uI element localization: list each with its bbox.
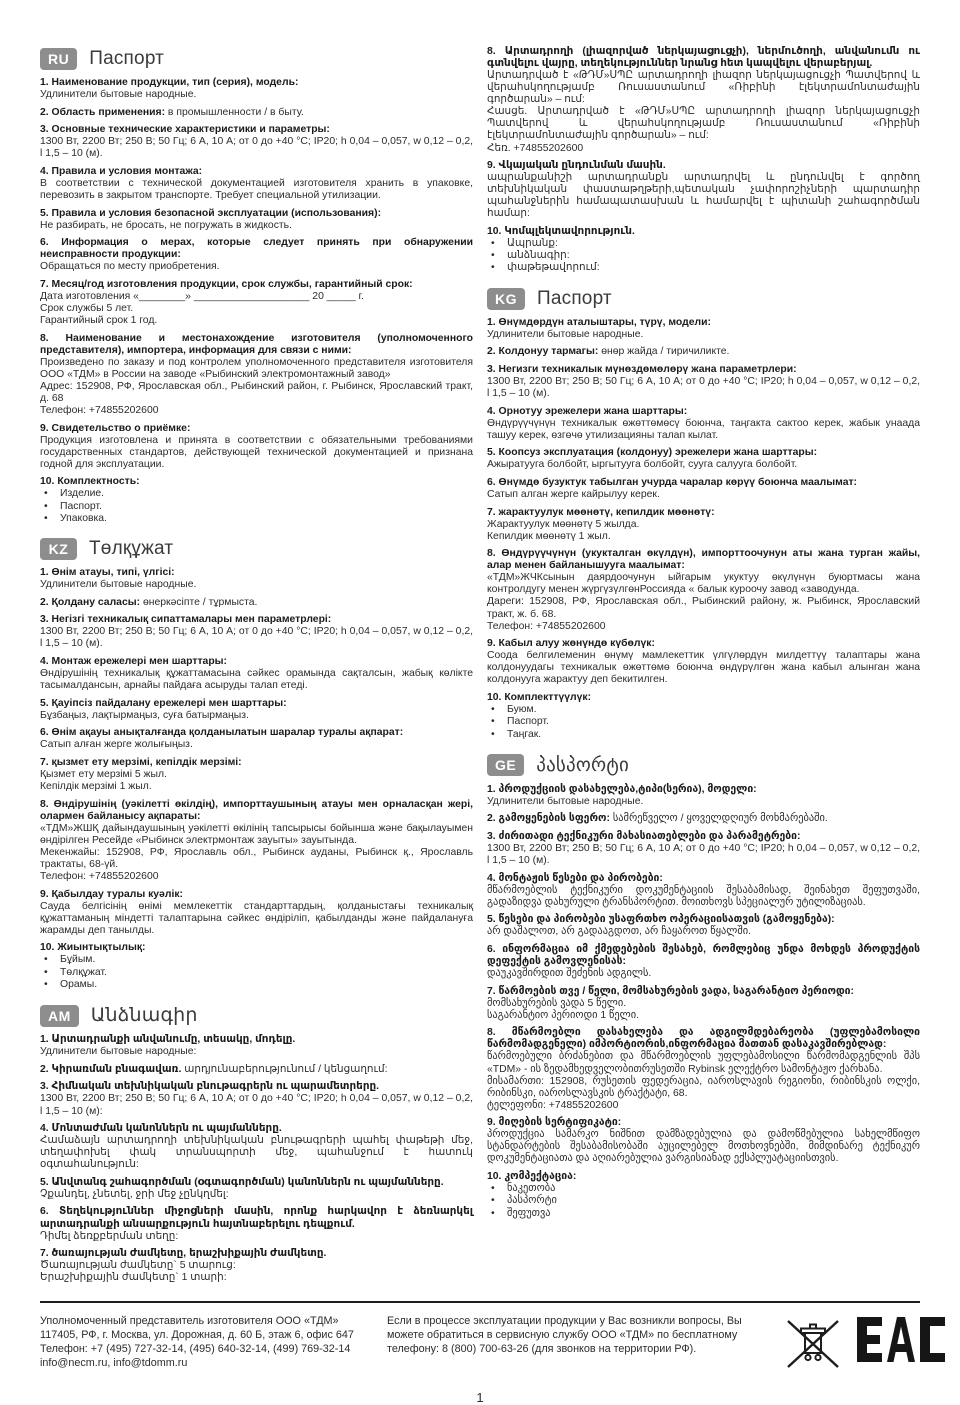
bullet-icon: • [491,1195,495,1207]
item-text-line: Гарантийный срок 1 год. [40,315,158,327]
bullet-list-item [487,1195,920,1207]
item-text-line: Ажыратууга болбойт, ыргытууга болбойт, сууга салууга болбойт. [487,459,798,471]
section-header [487,288,920,310]
item-heading: 2. გამოყენების სფერო: [487,813,610,825]
bullet-list-item [40,979,473,991]
passport-item [487,873,920,909]
item-heading: 10. Комплекттүүлүк: [487,691,592,703]
language-badge: AM [40,1005,79,1027]
item-heading: 1. Արտադրանքի անվանումը, տեսակը, մոդելը. [40,1034,296,1046]
item-text-line: В соответствии с технической документацией изготовителя хранить в упаковке, перевозить в закрытом транспорте. Требует специальной утилизации. [40,177,473,201]
language-badge: GE [487,754,524,776]
item-heading: 4. მონტაჟის წესები და პირობები: [487,872,663,884]
item-text-line: Кепилдик мөөнөтү 1 жыл. [487,530,611,542]
item-text-line: წარმოებული ბრძანებით და მწარმოებლის უფლებამოსილი წარმომადგენლის შპს «TDM» - ის ზედამხედველობითრუსეთში Rybinsk ელექტრო სამონტაჟო ქარხანა. [487,1051,920,1075]
bullet-icon: • [491,728,495,740]
item-text-line: Удлинители бытовые народные. [487,795,644,807]
section-header [40,1004,473,1027]
item-text-line: Удлинители бытовые народные. [40,89,197,101]
item-text-line: Мекенжайы: 152908, РФ, Ярославль обл., Рыбинск ауданы, Рыбинск қ., Ярославль трактаты, 68-үй. [40,846,473,870]
footer-line: 117405, РФ, г. Москва, ул. Дорожная, д. 60 Б, этаж 6, офис 647 [40,1329,354,1342]
item-heading: 1. Өнім атауы, типі, үлгісі: [40,567,175,579]
passport-item [487,831,920,867]
item-text-line: 1300 Вт, 2200 Вт; 250 В; 50 Гц; 6 А, 10 А; от 0 до +40 °С; IP20; h 0,04 – 0,057, w 0,12 – 0,2, l 1,5 – 10 (м): [40,1093,473,1117]
item-text-line: Сатып алган жерге кайрылуу керек. [487,488,660,500]
item-inline-text: в промышленности / в быту. [165,106,304,118]
item-heading: 1. Өнүмдөрдүн аталыштары, түрү, модели: [487,316,711,328]
bullet-icon: • [44,978,48,990]
item-heading: 3. Негізгі техникалық сипаттамалары мен параметрлері: [40,614,332,626]
passport-item [40,77,473,101]
footer-icons [785,1315,945,1376]
bullet-icon: • [491,1183,495,1195]
bullet-text: Изделие. [60,488,105,500]
passport-item [40,1034,473,1058]
item-text-line: ապրանքանիշի արտադրանքն արտադրվել և ընդունվել է գործող տեխնիկական փաստաթղթերի,պետական չափորոշիչների պարտադիր պահանջներին համապատասխան և համարվել է պիտանի շահագործման համար: [487,172,920,220]
bullet-icon: • [44,488,48,500]
item-heading: 7. ծառայության ժամկետը, երաշխիքային ժամկետը. [40,1248,327,1260]
passport-item [40,656,473,692]
footer [40,1303,920,1376]
item-text-line: Удлинители бытовые народные. [40,579,197,591]
item-text-line: Қызмет ету мерзімі 5 жыл. [40,769,167,781]
item-text-line: 1300 Вт, 2200 Вт; 250 В; 50 Гц; 6 А, 10 А; от 0 до +40 °С; IP20; h 0,04 – 0,057, w 0,12 – 0,2, l 1,5 – 10 (м). [40,136,473,160]
bullet-text: Буюм. [507,703,537,715]
bullet-list-item [487,238,920,250]
passport-item [40,237,473,273]
passport-item [40,614,473,650]
item-text-line: Соода белгилеменин өнүмү мамлекеттик үлгүлөрдүн милдеттүү талаптары жана колдонуудагы техникалык өжөттөмө боюнча өндүрүлгөн жана кабыл алынган жана колдонууга жарактуу деп бекитилген. [487,650,920,686]
item-text-line: Дареги: 152908, РФ, Ярославская обл., Рыбинский району, ж. Рыбинск, Ярославский тракт, ж. б. 68. [487,596,920,620]
bullet-icon: • [44,500,48,512]
passport-item [487,364,920,400]
section-title: Паспорт [537,287,612,309]
item-heading: 1. პროდუქციის დასახელება,ტიპი(სერია), მოდელი: [487,783,757,795]
bullet-icon: • [44,954,48,966]
item-text-line: Երաշխիքային ժամկետը` 1 տարի: [40,1272,227,1284]
item-heading: 8. Наименование и местонахождение изготовителя (уполномоченного представителя), импортера, информация для связи с ними: [40,332,473,356]
item-text-line: «ТДМ»ЖШҚ дайындаушының уәкілетті өкілінің тапсырысы бойынша және бақылауымен өндірілген Ресейде «Рыбинск электрмонтаж зауыты» зауытында. [40,822,473,846]
item-heading: 4. Правила и условия монтажа: [40,165,203,177]
bullet-text: Паспорт. [507,716,549,728]
item-heading: 4. Մոնտաժման կանոններն ու պայմանները. [40,1123,282,1135]
passport-item [40,1123,473,1171]
bullet-list-item [487,1208,920,1220]
language-badge: KG [487,288,525,310]
footer-line: Телефон: +7 (495) 727-32-14, (495) 640-32-14, (499) 769-32-14 [40,1342,351,1355]
passport-item [487,317,920,341]
passport-item [40,727,473,751]
section-title: Төлқұжат [89,538,174,560]
item-text-line: Удлинители бытовые народные. [487,328,644,340]
item-text-line: საგარანტიო პერიოდი 1 წელი. [487,1009,640,1021]
passport-item [487,784,920,808]
language-badge: RU [40,48,77,70]
bullet-list-item [487,262,920,274]
item-text-line: დაუკავშირდით შეძენის ადგილს. [487,968,652,980]
section-header [40,538,473,560]
item-heading: 5. Правила и условия безопасной эксплуатации (использования): [40,207,382,219]
item-text-line: Жарактуулук мөөнөтү 5 жылда. [487,518,640,530]
passport-item [40,208,473,232]
passport-item [487,813,920,825]
passport-item [40,124,473,160]
item-text-line: Удлинители бытовые народные: [40,1046,197,1058]
passport-item [40,476,473,525]
bullet-list-item [40,967,473,979]
bullet-list-item [487,704,920,716]
footer-line: Уполномоченный представитель изготовителя ООО «ТДМ» [40,1315,339,1328]
passport-item [487,406,920,442]
item-text-line: Кепілдік мерзімі 1 жыл. [40,781,152,793]
item-heading: 3. Հիմնական տեխնիկական բնութագրերն ու պարամետրերը. [40,1081,380,1093]
passport-item [487,1171,920,1220]
item-text-line: Телефон: +74855202600 [40,405,159,416]
item-text-line: მწარმოებლის ტექნიკური დოკუმენტაციის შესაბამისად, შეინახეთ შეფუთვაში, გადაზიდვა დახურული ტრანსპორტით. მოითხოვს სპეციალურ უტილიზაციას. [487,884,920,908]
bullet-text: Орамы. [60,978,98,990]
item-text-line: Сауда белгісінің өнімі мемлекеттік стандарттардың, қолданыстағы техникалық құжаттаманың міндетті талаптарына сәйкес өндіріліп, қабылданды және пайдалануға жарамды деп танылды. [40,900,473,936]
item-text-line: Срок службы 5 лет. [40,303,134,314]
passport-item [40,279,473,327]
item-heading: 10. Жиынтықтылық: [40,942,146,954]
item-heading: 1. Наименование продукции, тип (серия), модель: [40,77,299,88]
bullet-list-item [40,954,473,966]
item-heading: 5. Қауіпсіз пайдалану ережелері мен шарттары: [40,697,287,709]
footer-line: info@necm.ru, info@tdomm.ru [40,1356,188,1369]
item-text-line: ტელეფონი: +74855202600 [487,1099,619,1111]
item-heading: 6. Өнім ақауы анықталғанда қолданылатын шаралар туралы ақпарат: [40,727,404,739]
passport-item [40,942,473,991]
section-title: Անձնագիր [90,1005,198,1027]
passport-item [40,423,473,471]
bullet-icon: • [491,1207,495,1219]
passport-item [487,226,920,275]
section-kg [487,288,920,741]
section-continuation [487,46,920,275]
item-heading: 8. Արտադրողի (լիազորված ներկայացուցչի), ներմուծողի, անվանումն ու գտնվելու վայրը, տեղեկություններ նրանց հետ կապվելու վերաբերյալ. [487,46,920,70]
bullet-icon: • [491,703,495,715]
item-heading: 4. Орнотуу эрежелери жана шарттары: [487,405,688,417]
section-kz [40,538,473,991]
item-text-line: არ დაშალოთ, არ გადააგდოთ, არ ჩაყაროთ წყალში. [487,926,751,938]
item-text-line: Телефон: +74855202600 [40,871,159,883]
item-heading: 3. Основные технические характеристики и параметры: [40,124,330,136]
item-heading: 4. Монтаж ережелері мен шарттары: [40,656,228,668]
page-number: 1 [476,1390,484,1405]
item-heading: 8. მწარმოებლი დასახელება და ადგილმდებარეობა (უფლებამოსილი წარმომადგენელი) იმპორტიორის,ინფორმაცია მათთან დასაკავშირებლად: [487,1027,920,1051]
item-inline-text: სამრეწველო / ყოველდღიურ მოხმარებაში. [609,813,828,825]
bullet-icon: • [491,716,495,728]
item-text-line: მისამართი: 152908, რუსეთის ფედერაცია, იაროსლავის რეგიონი, რიბინსკის ოლქი, რიბინსკი, იაროსლავსკის ტრაქტატი, 68. [487,1075,920,1099]
item-heading: 2. Колдонуу тармагы: [487,346,599,358]
bullet-list-item [487,1183,920,1195]
passport-item [40,1177,473,1201]
item-text-line: Телефон: +74855202600 [487,620,606,632]
item-text-line: Հասցե. Արտադրված է «ԹԴՄ»ՍՊԸ արտադրողի լիազոր ներկայացուցչի Պատվերով և վերահսկողությամբ Ռուսաստանում «Ռիբինի էլեկտրամոնտաժային գործարան» – ում: [487,106,920,142]
item-heading: 2. Область применения: [40,106,166,118]
item-heading: 7. жарактуулук мөөнөтү, кепилдик мөөнөтү: [487,506,715,518]
bullet-list-item [487,250,920,262]
item-text-line: Продукция изготовлена и принята в соответствии с обязательными требованиями государственных стандартов, действующей технической документацией и признана годной для эксплуатации. [40,434,473,470]
bullet-icon: • [44,512,48,524]
item-text-line: Не разбирать, не бросать, не погружать в жидкость. [40,219,292,231]
section-header [487,754,920,777]
bullet-text: Ապրանք: [507,237,558,249]
item-text-line: 1300 Вт, 2200 Вт; 250 В; 50 Гц; 6 А, 10 А; от 0 до +40 °С; IP20; h 0,04 – 0,057, w 0,12 – 0,2, l 1,5 – 10 (м). [487,843,920,867]
passport-item [40,1206,473,1242]
passport-item [487,1117,920,1165]
bullet-text: ნაკეთობა [507,1183,556,1195]
item-text-line: Дата изготовления «________» ____________________ 20 _____ г. [40,290,364,302]
bullet-text: Бұйым. [60,954,96,966]
bullet-text: პასპორტი [507,1195,557,1207]
item-text-line: «ТДМ»ЖЧКсынын даярдоочунун ыйгарым укуктуу өкүлүнүн буюртмасы жана контролдугу менен жүргүзүлгөнРоссияда « балык куроочу завод «заводунда. [487,572,920,596]
column-left [40,46,473,1297]
bullet-text: անձնագիր: [507,250,570,262]
section-ge [487,754,920,1220]
footer-manufacturer-block [40,1315,387,1370]
item-inline-text: өнеркәсіпте / тұрмыста. [140,596,258,608]
passport-item [40,1081,473,1117]
passport-item [40,799,473,883]
passport-item [487,986,920,1022]
eac-logo [857,1317,945,1368]
item-heading: 5. Անվտանգ շահագործման (օգտագործման) կանոններն ու պայմանները. [40,1176,444,1188]
bullet-list-item [40,501,473,513]
passport-item [487,638,920,686]
bullet-list-item [487,716,920,728]
item-heading: 7. қызмет ету мерзімі, кепілдік мерзімі: [40,756,242,768]
item-text-line: Өндірушінің техникалық құжаттамасына сәйкес орамында сақталсын, жабық көлікте тасымалдансын, арнайы пайдаға асыруды талап етеді. [40,668,473,692]
section-ru [40,48,473,525]
item-text-line: Өндүрүүчүнүн техникалык өжөттөмөсү боюнча, таңгакта сактоо керек, жабык унаада ташуу керек, өзгөчө утилизацияны талап кылат. [487,417,920,441]
passport-item [40,889,473,937]
passport-item [40,1064,473,1076]
item-heading: 9. Қабылдау туралы куәлік: [40,888,183,900]
two-column-layout [40,46,920,1297]
section-title: პასპორტი [536,754,630,776]
item-text-line: Обращаться по месту приобретения. [40,261,220,273]
item-text-line: მომსახურების ვადა 5 წელი. [487,997,627,1009]
item-text-line: Произведено по заказу и под контролем уполномоченного представителя изготовителя ООО «ТДМ» в России на заводе «Рыбинский электромонтажный завод» [40,356,473,380]
bullet-list-item [40,488,473,500]
passport-item [487,914,920,938]
item-heading: 10. კომპექტაცია: [487,1171,577,1183]
item-text-line: 1300 Вт, 2200 Вт; 250 В; 50 Гц; 6 А, 10 А; от 0 до +40 °С; IP20; h 0,04 – 0,057, w 0,12 – 0,2, l 1,5 – 10 (м). [40,626,473,650]
passport-item [487,944,920,980]
bullet-icon: • [491,250,495,262]
item-text-line: პროდუქცია სამარკო ნიშნით დამზადებულია და დამოწმებულია სახელმწიფო სტანდარტების შესაბამისობაში აუცილებელ მოთხოვნებში, მიმდინარე ტექნიკურ დოკუმენტაციათა და აღიარებულია ვარგისიანად ექსპლუატაციისთვის. [487,1129,920,1165]
passport-item [40,107,473,119]
passport-item [487,447,920,471]
section-header [40,48,473,70]
item-heading: 7. Месяц/год изготовления продукции, срок службы, гарантийный срок: [40,278,413,290]
language-badge: KZ [40,538,77,560]
bullet-list-item [487,729,920,741]
item-heading: 3. Негизги техникалык мүнөздөмөлөрү жана параметрлери: [487,363,797,375]
item-heading: 6. Өнүмдө бузуктук табылган учурда чаралар көрүү боюнча маалымат: [487,476,858,488]
bullet-list-item [40,513,473,525]
bullet-icon: • [44,966,48,978]
item-heading: 2. Қолдану саласы: [40,596,141,608]
passport-item [40,333,473,417]
item-text-line: Հեռ. +74855202600 [487,142,584,154]
section-am [40,1004,473,1284]
item-heading: 8. Өндүрүүчүнүн (укукталган өкүлдүн), импорттоочунун аты жана турган жайы, алар менен байланышууга маалымат: [487,548,920,572]
item-inline-text: өнөр жайда / тиричиликте. [598,346,730,358]
item-heading: 7. წარმოების თვე / წელი, მომსახურების ვადა, საგარანტიო პერიოდი: [487,985,854,997]
passport-item [40,1248,473,1284]
bullet-text: შეფუთვა [507,1207,551,1219]
bullet-text: Төлқұжат. [60,966,107,978]
item-text-line: Сатып алған жерге жолығыңыз. [40,739,193,751]
item-heading: 6. ინფორმაცია იმ ქმედებების შესახებ, რომლებიც უნდა მოხდეს პროდუქტის დეფექტის გამოვლენისას: [487,943,920,968]
item-heading: 9. მიღების სერტიფიკატი: [487,1117,622,1129]
item-heading: 10. Կոմպլեկտավորություն. [487,225,635,237]
bullet-text: Таңгак. [507,728,542,740]
item-heading: 9. Վկայական ընդունման մասին. [487,160,666,172]
item-text-line: Չքանդել, չնետել, ջրի մեջ չընկղմել: [40,1188,229,1200]
item-text-line: Դիմել ձեռքբերման տեղը: [40,1230,179,1242]
bullet-icon: • [491,262,495,274]
passport-item [487,548,920,632]
passport-item [40,567,473,591]
item-text-line: Արտադրված է «ԹԴՄ»ՍՊԸ արտադրողի լիազոր ներկայացուցչի Պատվերով և վերահսկողությամբ Ռուսաստանում «Ռիբինի էլեկտրամոնտաժային գործարան» – ում: [487,70,920,106]
footer-service-block: Если в процессе эксплуатации продукции у Вас возникли вопросы, Вы можете обратиться в сервисную службу ООО «ТДМ» по бесплатному телефону: 8 (800) 700-63-26 (для звонков на территории РФ). [387,1315,742,1355]
item-heading: 3. ძირითადი ტექნიკური მახასიათებლები და პარამეტრები: [487,830,801,842]
passport-item [40,597,473,609]
passport-item [487,507,920,543]
item-inline-text: արդյունաբերությունում / կենցաղում: [181,1063,388,1075]
item-text-line: Адрес: 152908, РФ, Ярославская обл., Рыбинский район, г. Рыбинск, Ярославский тракт, д. 68 [40,380,473,404]
section-title: Паспорт [89,48,165,69]
item-heading: 9. Свидетельство о приёмке: [40,422,191,434]
item-heading: 8. Өндірушінің (уәкілетті өкілдің), импорттаушының атауы мен орналасқан жері, олармен байланысу ақпараты: [40,798,473,822]
item-text-line: Համաձայն արտադրողի տեխնիկական բնութագրերի պահել փաթեթի մեջ, տեղափոխել փակ տրանսպորտի մեջ, պահանջում է հատուկ օգտահանություն: [40,1135,473,1171]
bullet-text: փաթեթավորում: [507,262,600,274]
item-heading: 5. Коопсуз эксплуатация (колдонуу) эрежелери жана шарттары: [487,447,818,459]
passport-item [487,346,920,358]
bullet-icon: • [491,237,495,249]
item-text-line: Бұзбаңыз, лақтырмаңыз, суға батырмаңыз. [40,709,249,721]
weee-crossed-out-bin-icon [785,1317,841,1376]
passport-item [40,698,473,722]
bullet-text: Упаковка. [60,512,107,524]
passport-item [487,1027,920,1111]
bullet-text: Паспорт. [60,500,102,512]
passport-item [40,757,473,793]
item-heading: 10. Комплектность: [40,476,140,488]
item-text-line: Ծառայության ժամկետը` 5 տարուց: [40,1260,236,1272]
passport-item [487,160,920,220]
column-right [487,46,920,1297]
item-heading: 5. წესები და პირობები უსაფრთხო ოპერაციისათვის (გამოყენება): [487,914,835,926]
passport-item [487,692,920,741]
passport-item [487,477,920,501]
item-heading: 6. Տեղեկություններ միջոցների մասին, որոնք հարկավոր է ձեռնարկել արտադրանքի անսարքություն հայտնաբերելու դեպքում. [40,1206,473,1230]
passport-item [487,46,920,155]
item-heading: 9. Кабыл алуу жөнүндө күбөлүк: [487,638,655,650]
passport-item [40,166,473,202]
item-text-line: 1300 Вт, 2200 Вт; 250 В; 50 Гц; 6 А, 10 А; от 0 до +40 °С; IP20; h 0,04 – 0,057, w 0,12 – 0,2, l 1,5 – 10 (м). [487,375,920,400]
item-heading: 2. Կիրառման բնագավառ. [40,1063,182,1075]
item-heading: 6. Информация о мерах, которые следует принять при обнаружении неисправности продукции: [40,237,473,261]
